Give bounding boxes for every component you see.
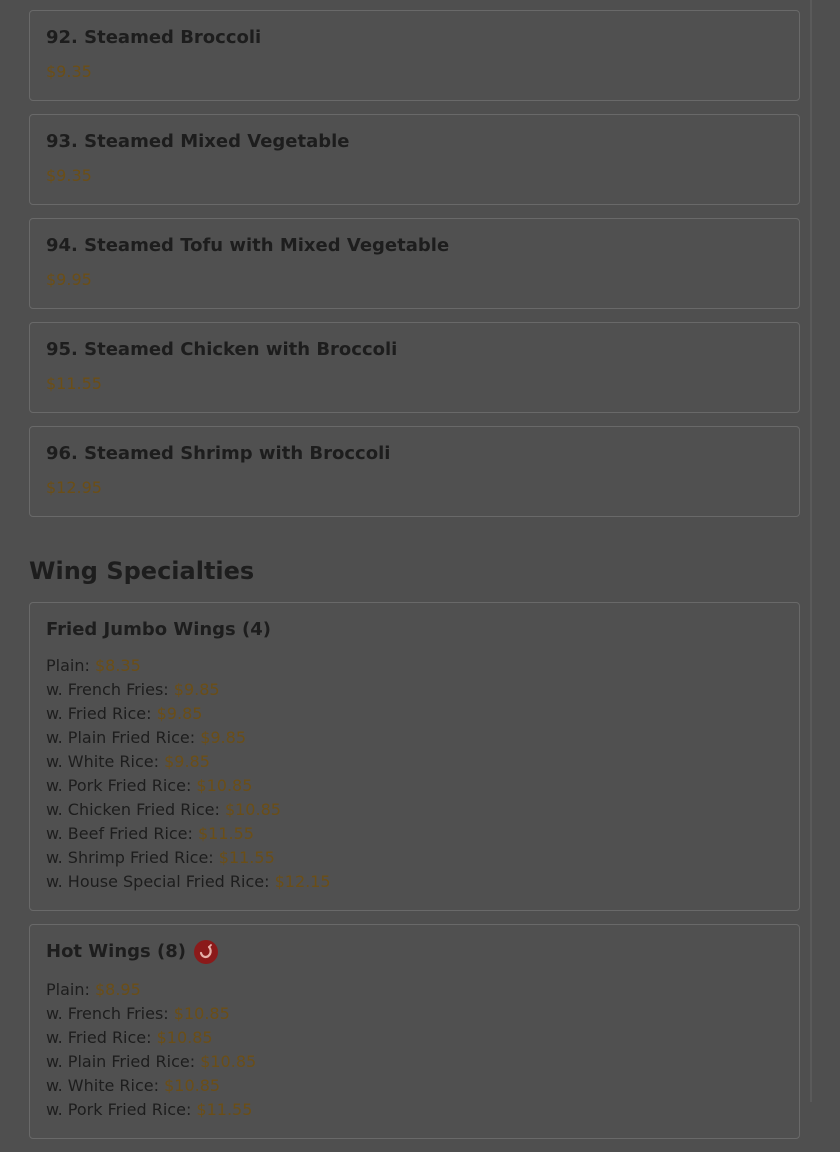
price-option xyxy=(46,1026,783,1050)
menu-content xyxy=(29,10,800,1152)
option-price: $9.85 xyxy=(173,680,220,699)
price-options-list xyxy=(46,654,783,910)
option-label: w. White Rice: xyxy=(46,1076,165,1095)
option-label: w. Shrimp Fried Rice: xyxy=(46,848,219,867)
option-price: $11.55 xyxy=(196,1100,253,1119)
menu-item-price: $9.95 xyxy=(46,270,92,289)
option-label: w. Pork Fried Rice: xyxy=(46,776,197,795)
price-option xyxy=(46,870,783,894)
option-price: $10.85 xyxy=(164,1076,221,1095)
option-label: w. Plain Fried Rice: xyxy=(46,728,201,747)
price-option xyxy=(46,978,783,1002)
menu-item-card-fried-jumbo-wings[interactable] xyxy=(29,602,800,911)
option-label: w. Pork Fried Rice: xyxy=(46,1100,197,1119)
option-price: $10.85 xyxy=(224,800,281,819)
price-option xyxy=(46,1074,783,1098)
option-label: w. House Special Fried Rice: xyxy=(46,872,275,891)
option-label: w. French Fries: xyxy=(46,680,174,699)
price-option xyxy=(46,726,783,750)
price-option xyxy=(46,1050,783,1074)
section-title-wing-specialties: Wing Specialties xyxy=(29,557,255,585)
option-price: $11.55 xyxy=(198,824,254,843)
option-label: w. White Rice: xyxy=(46,752,165,771)
price-option xyxy=(46,774,783,798)
menu-item-card-hot-wings[interactable] xyxy=(29,924,800,1139)
price-option xyxy=(46,846,783,870)
menu-item-name: 92. Steamed Broccoli xyxy=(46,27,262,48)
option-price: $9.85 xyxy=(156,704,203,723)
menu-item-name: 94. Steamed Tofu with Mixed Vegetable xyxy=(46,235,450,256)
option-label: w. French Fries: xyxy=(46,1004,174,1023)
option-price: $10.85 xyxy=(200,1052,257,1071)
menu-item-name: 93. Steamed Mixed Vegetable xyxy=(46,131,350,152)
menu-item-card[interactable] xyxy=(29,322,800,413)
price-options-list xyxy=(46,978,783,1138)
option-label: Plain: xyxy=(46,656,95,675)
page-edge-divider xyxy=(810,0,812,1102)
option-price: $8.35 xyxy=(94,656,141,675)
price-option xyxy=(46,750,783,774)
menu-item-name: 95. Steamed Chicken with Broccoli xyxy=(46,339,398,360)
option-label: w. Chicken Fried Rice: xyxy=(46,800,225,819)
option-label: w. Plain Fried Rice: xyxy=(46,1052,201,1071)
price-option xyxy=(46,822,783,846)
menu-item-price: $9.35 xyxy=(46,62,92,81)
option-label: Plain: xyxy=(46,980,95,999)
menu-item-name: 96. Steamed Shrimp with Broccoli xyxy=(46,443,391,464)
option-price: $11.55 xyxy=(218,848,275,867)
menu-item-name: Fried Jumbo Wings (4) xyxy=(46,619,272,640)
option-price: $12.15 xyxy=(274,872,331,891)
menu-item-price: $9.35 xyxy=(46,166,92,185)
option-label: w. Beef Fried Rice: xyxy=(46,824,198,843)
option-price: $9.85 xyxy=(200,728,246,747)
option-label: w. Fried Rice: xyxy=(46,1028,157,1047)
option-price: $10.85 xyxy=(173,1004,230,1023)
menu-item-card[interactable] xyxy=(29,218,800,309)
option-label: w. Fried Rice: xyxy=(46,704,157,723)
price-option xyxy=(46,654,783,678)
hot-pepper-icon xyxy=(194,940,218,964)
menu-item-card[interactable] xyxy=(29,114,800,205)
menu-item-name: Hot Wings (8) xyxy=(46,941,186,962)
price-option xyxy=(46,1002,783,1026)
price-option xyxy=(46,702,783,726)
option-price: $9.85 xyxy=(164,752,210,771)
menu-item-card[interactable] xyxy=(29,10,800,101)
menu-item-price: $11.55 xyxy=(46,374,102,393)
option-price: $10.85 xyxy=(156,1028,213,1047)
menu-item-price: $12.95 xyxy=(46,478,102,497)
option-price: $10.85 xyxy=(196,776,253,795)
menu-item-name-row xyxy=(46,941,783,963)
price-option xyxy=(46,798,783,822)
menu-item-card[interactable] xyxy=(29,426,800,517)
option-price: $8.95 xyxy=(94,980,141,999)
price-option xyxy=(46,678,783,702)
